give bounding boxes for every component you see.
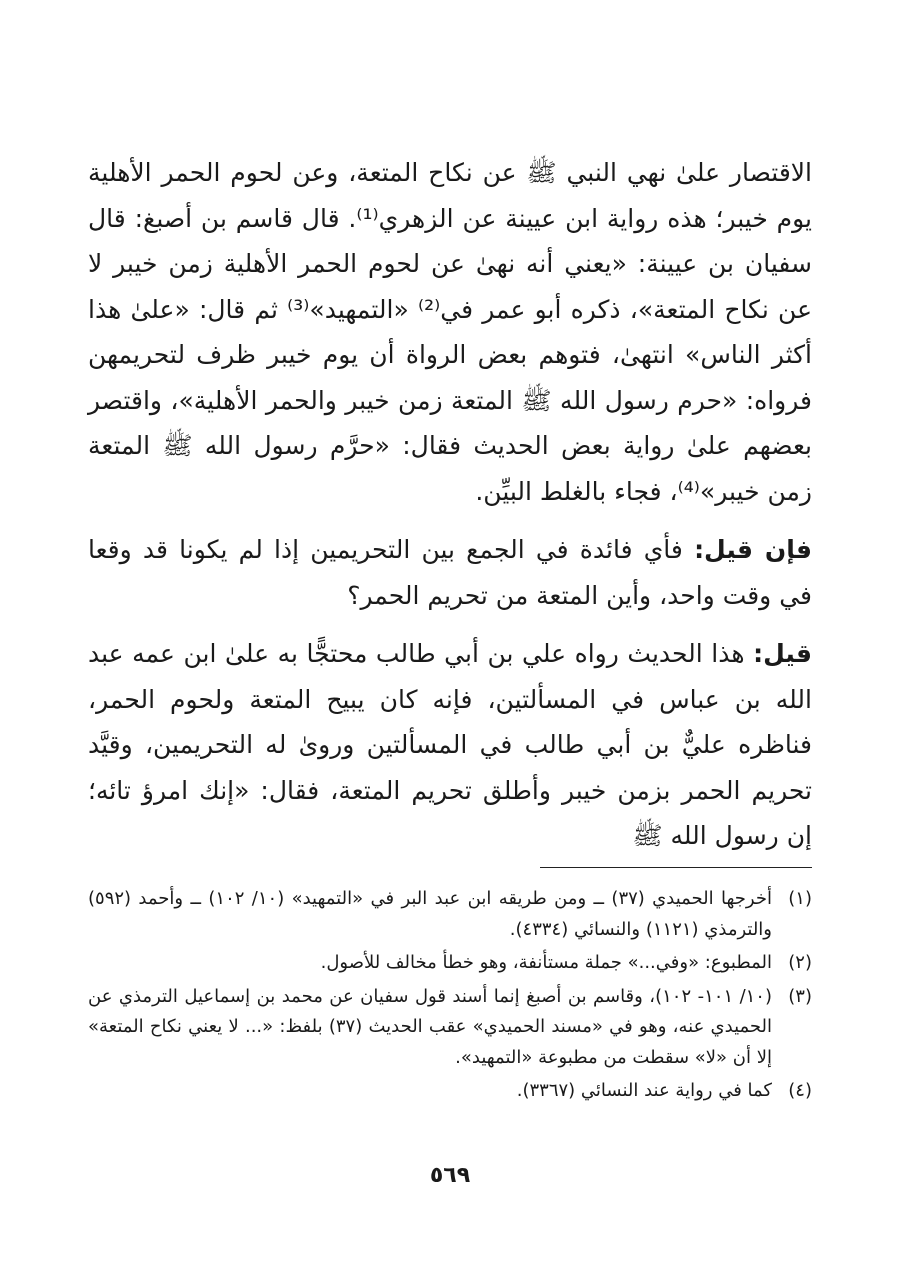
paragraph-2-text: فأي فائدة في الجمع بين التحريمين إذا لم يكونا قد وقعا في وقت واحد، وأين المتعة من تحريم الحمر؟ (88, 535, 812, 610)
footnote-4-text: كما في رواية عند النسائي (٣٣٦٧). (516, 1080, 772, 1101)
footnote-4 (88, 1076, 812, 1107)
footnote-3-number: (٣) (788, 985, 812, 1007)
footnote-1-number: (١) (788, 888, 812, 909)
main-text (88, 150, 812, 859)
paragraph-2 (88, 527, 812, 618)
paragraph-3-text: هذا الحديث رواه علي بن أبي طالب محتجًّا به علىٰ ابن عمه عبد الله بن عباس في المسألتين، فإنه كان يبيح المتعة ولحوم الحمر، فناظره عليٌّ بن أبي طالب في المسألتين وروىٰ له التحريمين، وقيَّد تحريم الحمر بزمن خيبر وأطلق تحريم المتعة، فقال: «إنك امرؤ تائه؛ إن رسول الله ﷺ (88, 639, 812, 850)
footnote-2-text: المطبوع: «وفي...» جملة مستأنفة، وهو خطأ مخالف للأصول. (320, 952, 772, 973)
footnote-separator (540, 867, 812, 868)
footnotes (88, 884, 812, 1110)
paragraph-2-lead: فإن قيل: (694, 535, 812, 564)
footnote-4-number: (٤) (788, 1080, 812, 1101)
paragraph-3 (88, 631, 812, 859)
footnote-1-text: أخرجها الحميدي (٣٧) ــ ومن طريقه ابن عبد البر في «التمهيد» (١٠/ ١٠٢) ــ وأحمد (٥٩٢) والترمذي (١١٢١) والنسائي (٤٣٣٤). (88, 888, 772, 940)
footnote-2 (88, 948, 812, 979)
paragraph-3-lead: قيل: (753, 639, 812, 668)
page-number: ٥٦٩ (429, 1163, 471, 1188)
footnote-3-text: (١٠/ ١٠١- ١٠٢)، وقاسم بن أصبغ إنما أسند قول سفيان عن محمد بن إسماعيل الترمذي عن الحميدي عنه، وهو في «مسند الحميدي» عقب الحديث (٣٧) بلفظ: «... لا يعني نكاح المتعة» إلا أن «لا» سقطت من مطبوعة «التمهيد». (88, 985, 773, 1068)
paragraph-1-text: الاقتصار علىٰ نهي النبي ﷺ عن نكاح المتعة، وعن لحوم الحمر الأهلية يوم خيبر؛ هذه رواية ابن عيينة عن الزهري⁽¹⁾. قال قاسم بن أصبغ: قال سفيان بن عيينة: «يعني أنه نهىٰ عن لحوم الحمر الأهلية زمن خيبر لا عن نكاح المتعة»، ذكره أبو عمر في⁽²⁾ «التمهيد»⁽³⁾ ثم قال: «علىٰ هذا أكثر الناس» انتهىٰ، فتوهم بعض الرواة أن يوم خيبر ظرف لتحريمهن فرواه: «حرم رسول الله ﷺ المتعة زمن خيبر والحمر الأهلية»، واقتصر بعضهم علىٰ رواية بعض الحديث فقال: «حرَّم رسول الله ﷺ المتعة زمن خيبر»⁽⁴⁾، فجاء بالغلط البيِّن. (88, 158, 812, 506)
footnote-3 (88, 982, 812, 1074)
paragraph-1 (88, 150, 812, 514)
footnote-1 (88, 884, 812, 945)
footnote-2-number: (٢) (788, 952, 812, 973)
